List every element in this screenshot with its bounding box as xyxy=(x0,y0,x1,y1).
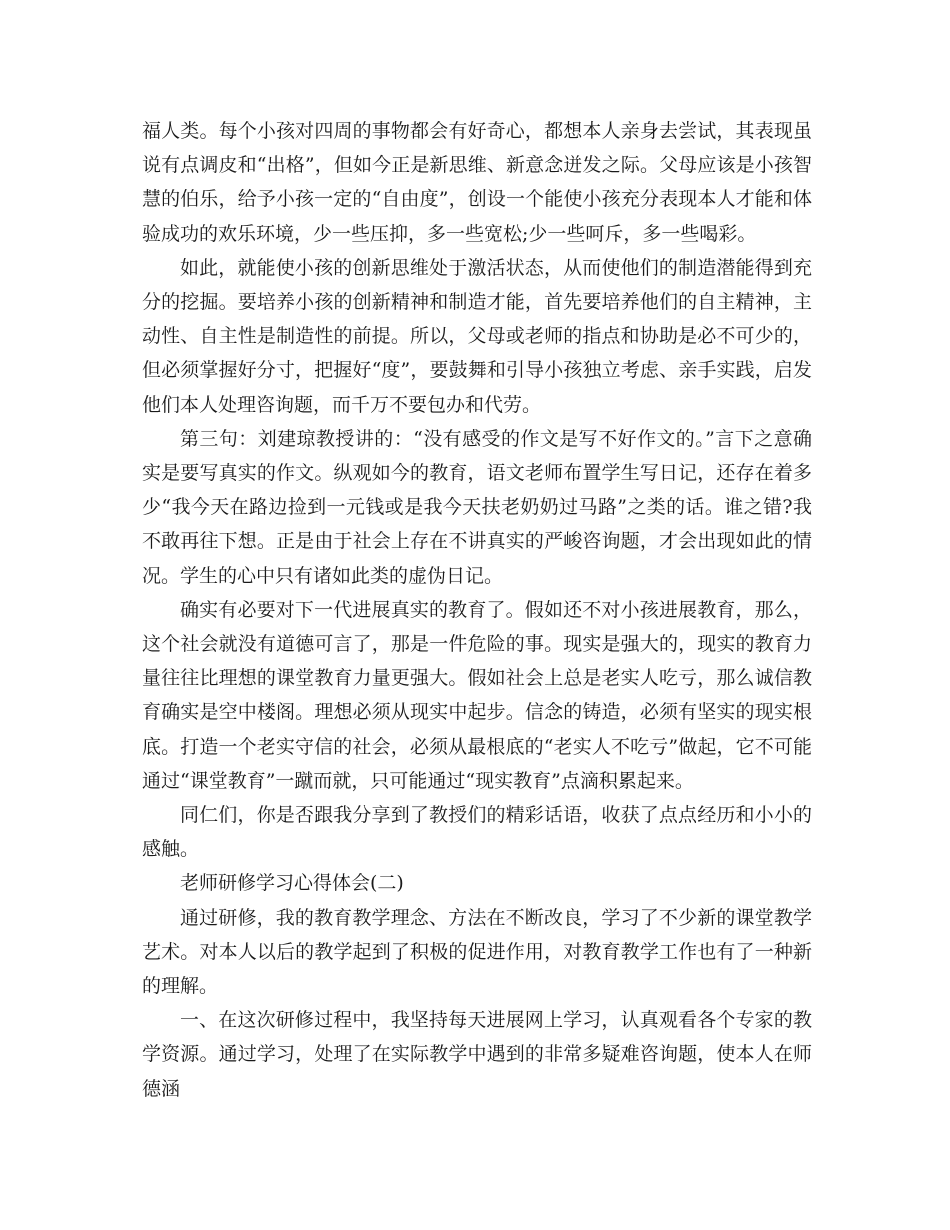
document-body xyxy=(142,114,812,1106)
paragraph-5: 同仁们，你是否跟我分享到了教授们的精彩话语，收获了点点经历和小小的感触。 xyxy=(142,804,812,861)
paragraph-3: 第三句：刘建琼教授讲的：“没有感受的作文是写不好作文的。”言下之意确实是要写真实的作文。纵观如今的教育，语文老师布置学生写日记，还存在着多少“我今天在路边捡到一元钱或是我今天扶老奶奶过马路”之类的话。谁之错?我不敢再往下想。正是由于社会上存在不讲真实的严峻咨询题，才会出现如此的情况。学生的心中只有诸如此类的虚伪日记。 xyxy=(142,427,812,587)
paragraph-7: 一、在这次研修过程中，我坚持每天进展网上学习，认真观看各个专家的教学资源。通过学习，处理了在实际教学中遇到的非常多疑难咨询题，使本人在师德涵 xyxy=(142,1009,812,1100)
section-heading: 老师研修学习心得体会(二) xyxy=(180,872,404,895)
paragraph-1: 福人类。每个小孩对四周的事物都会有好奇心，都想本人亲身去尝试，其表现虽说有点调皮和“出格”，但如今正是新思维、新意念迸发之际。父母应该是小孩智慧的伯乐，给予小孩一定的“自由度”，创设一个能使小孩充分表现本人才能和体验成功的欢乐环境，少一些压抑，多一些宽松;少一些呵斥，多一些喝彩。 xyxy=(142,120,812,245)
paragraph-4: 确实有必要对下一代进展真实的教育了。假如还不对小孩进展教育，那么，这个社会就没有道德可言了，那是一件危险的事。现实是强大的，现实的教育力量往往比理想的课堂教育力量更强大。假如社会上总是老实人吃亏，那么诚信教育确实是空中楼阁。理想必须从现实中起步。信念的铸造，必须有坚实的现实根底。打造一个老实守信的社会，必须从最根底的“老实人不吃亏”做起，它不可能通过“课堂教育”一蹴而就，只可能通过“现实教育”点滴积累起来。 xyxy=(142,598,812,792)
paragraph-6: 通过研修，我的教育教学理念、方法在不断改良，学习了不少新的课堂教学艺术。对本人以后的教学起到了积极的促进作用，对教育教学工作也有了一种新的理解。 xyxy=(142,906,812,998)
paragraph-2: 如此，就能使小孩的创新思维处于激活状态，从而使他们的制造潜能得到充分的挖掘。要培养小孩的创新精神和制造才能，首先要培养他们的自主精神，主动性、自主性是制造性的前提。所以，父母或老师的指点和协助是必不可少的，但必须掌握好分寸，把握好“度”，要鼓舞和引导小孩独立考虑、亲手实践，启发他们本人处理咨询题，而千万不要包办和代劳。 xyxy=(142,256,812,416)
